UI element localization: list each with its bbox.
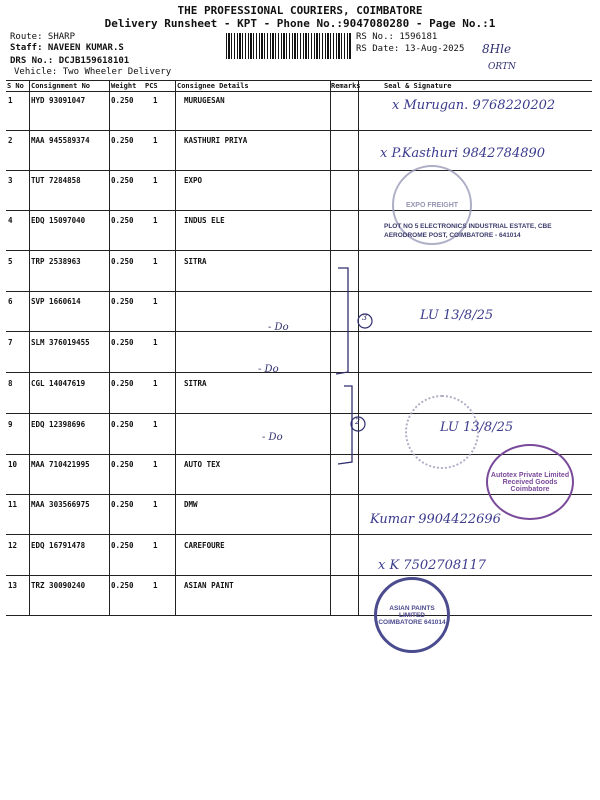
- cell-consignment: MAA 945589374: [31, 136, 90, 145]
- rs-number: RS No.: 1596181: [356, 32, 438, 42]
- col-consignee: Consignee Details: [177, 82, 249, 90]
- bracket-bottom: [338, 386, 352, 464]
- signature-row1: x Murugan. 9768220202: [392, 98, 556, 113]
- col-seal-signature: Seal & Signature: [384, 82, 452, 90]
- vehicle-label: Vehicle: Two Wheeler Delivery: [14, 67, 172, 77]
- col-weight: Weight: [111, 82, 137, 90]
- row-divider: [6, 615, 592, 616]
- cell-sno: 10: [8, 460, 18, 469]
- staff-label: Staff: NAVEEN KUMAR.S: [10, 43, 124, 53]
- cell-weight: 0.250: [111, 176, 134, 185]
- signature-row2: x P.Kasthuri 9842784890: [380, 146, 546, 161]
- cell-pcs: 1: [153, 136, 158, 145]
- cell-weight: 0.250: [111, 500, 134, 509]
- signature-row6-date: LU 13/8/25: [420, 308, 494, 323]
- cell-consignment: EDQ 15097040: [31, 216, 86, 225]
- col-divider: [29, 80, 30, 616]
- cell-sno: 11: [8, 500, 18, 509]
- row-divider: [6, 372, 592, 373]
- cell-sno: 5: [8, 257, 13, 266]
- col-remarks: Remarks: [331, 82, 361, 90]
- cell-weight: 0.250: [111, 297, 134, 306]
- cell-sno: 8: [8, 379, 13, 388]
- expo-stamp: EXPO FREIGHT: [392, 165, 472, 245]
- row-divider: [6, 291, 592, 292]
- cell-consignee: ASIAN PAINT: [184, 581, 234, 590]
- cell-consignee: CAREFOURE: [184, 541, 225, 550]
- asian-paints-stamp: ASIAN PAINTS LIMITED COIMBATORE 641014: [374, 577, 450, 653]
- cell-consignee: KASTHURI PRIYA: [184, 136, 248, 145]
- col-pcs: PCS: [145, 82, 158, 90]
- cell-pcs: 1: [153, 460, 158, 469]
- col-divider: [175, 80, 176, 616]
- cell-consignment: HYD 93091047: [31, 96, 86, 105]
- cell-consignment: TRZ 30090240: [31, 581, 86, 590]
- cell-pcs: 1: [153, 297, 158, 306]
- cell-pcs: 1: [153, 420, 158, 429]
- bracket-top: [336, 268, 348, 374]
- cell-consignee: INDUS ELE: [184, 216, 225, 225]
- cell-pcs: 1: [153, 176, 158, 185]
- company-title: THE PROFESSIONAL COURIERS, COIMBATORE: [177, 4, 423, 17]
- cell-consignee: AUTO TEX: [184, 460, 221, 469]
- cell-sno: 6: [8, 297, 13, 306]
- cell-weight: 0.250: [111, 581, 134, 590]
- cell-pcs: 1: [153, 500, 158, 509]
- remark-ditto: - Do: [268, 322, 289, 333]
- row-divider: [6, 534, 592, 535]
- col-divider: [109, 80, 110, 616]
- cell-sno: 12: [8, 541, 18, 550]
- cell-consignee: MURUGESAN: [184, 96, 225, 105]
- cell-weight: 0.250: [111, 541, 134, 550]
- col-consignment: Consignment No: [31, 82, 91, 90]
- signature-row11: Kumar 9904422696: [370, 512, 501, 527]
- cell-sno: 13: [8, 581, 18, 590]
- signature-row9-date: LU 13/8/25: [440, 420, 514, 435]
- autotex-stamp: Autotex Private Limited Received Goods Coimbatore: [486, 444, 574, 520]
- handwritten-note-1: 8Hle: [482, 42, 512, 56]
- cell-weight: 0.250: [111, 420, 134, 429]
- indus-address-stamp: PLOT NO 5 ELECTRONICS INDUSTRIAL ESTATE, CBE AERODROME POST, COIMBATORE - 641014: [384, 223, 552, 239]
- runsheet-title: Delivery Runsheet - KPT - Phone No.:9047080280 - Page No.:1: [104, 17, 496, 30]
- remark-ditto: - Do: [262, 432, 283, 443]
- cell-consignment: MAA 710421995: [31, 460, 90, 469]
- row-divider: [6, 250, 592, 251]
- cell-sno: 4: [8, 216, 13, 225]
- cell-consignee: DMW: [184, 500, 198, 509]
- row-divider: [6, 130, 592, 131]
- cell-consignment: EDQ 12398696: [31, 420, 86, 429]
- cell-consignment: TUT 7284858: [31, 176, 81, 185]
- cell-sno: 7: [8, 338, 13, 347]
- header-bottom-border: [6, 91, 592, 92]
- row-divider: [6, 413, 592, 414]
- group-number-2: 2: [355, 417, 361, 426]
- cell-weight: 0.250: [111, 338, 134, 347]
- remarks-brackets: [330, 262, 380, 468]
- cell-weight: 0.250: [111, 257, 134, 266]
- cell-weight: 0.250: [111, 96, 134, 105]
- cell-consignment: EDQ 16791478: [31, 541, 86, 550]
- row-divider: [6, 575, 592, 576]
- cell-weight: 0.250: [111, 379, 134, 388]
- cell-pcs: 1: [153, 257, 158, 266]
- cell-consignee: SITRA: [184, 257, 207, 266]
- cell-pcs: 1: [153, 216, 158, 225]
- row-divider: [6, 210, 592, 211]
- cell-pcs: 1: [153, 541, 158, 550]
- cell-consignee: SITRA: [184, 379, 207, 388]
- cell-consignment: SLM 376019455: [31, 338, 90, 347]
- cell-consignment: TRP 2538963: [31, 257, 81, 266]
- cell-consignee: EXPO: [184, 176, 203, 185]
- cell-sno: 3: [8, 176, 13, 185]
- signature-row12: x K 7502708117: [378, 558, 487, 573]
- row-divider: [6, 331, 592, 332]
- group-number-3: 3: [362, 313, 368, 322]
- cell-sno: 1: [8, 96, 13, 105]
- cell-consignment: CGL 14047619: [31, 379, 86, 388]
- cell-sno: 9: [8, 420, 13, 429]
- cell-weight: 0.250: [111, 460, 134, 469]
- cell-pcs: 1: [153, 379, 158, 388]
- remark-ditto: - Do: [258, 364, 279, 375]
- row-divider: [6, 170, 592, 171]
- cell-pcs: 1: [153, 338, 158, 347]
- route-label: Route: SHARP: [10, 32, 76, 42]
- handwritten-note-2: ORTN: [488, 62, 516, 72]
- cell-consignment: SVP 1660614: [31, 297, 81, 306]
- barcode: [226, 33, 352, 59]
- cell-pcs: 1: [153, 581, 158, 590]
- cell-weight: 0.250: [111, 136, 134, 145]
- cell-pcs: 1: [153, 96, 158, 105]
- cell-consignment: MAA 303566975: [31, 500, 90, 509]
- table-top-border: [6, 80, 592, 81]
- drs-label: DRS No.: DCJB159618101: [10, 56, 130, 66]
- rs-date: RS Date: 13-Aug-2025: [356, 44, 465, 54]
- cell-weight: 0.250: [111, 216, 134, 225]
- col-sno: S No: [7, 82, 24, 90]
- cell-sno: 2: [8, 136, 13, 145]
